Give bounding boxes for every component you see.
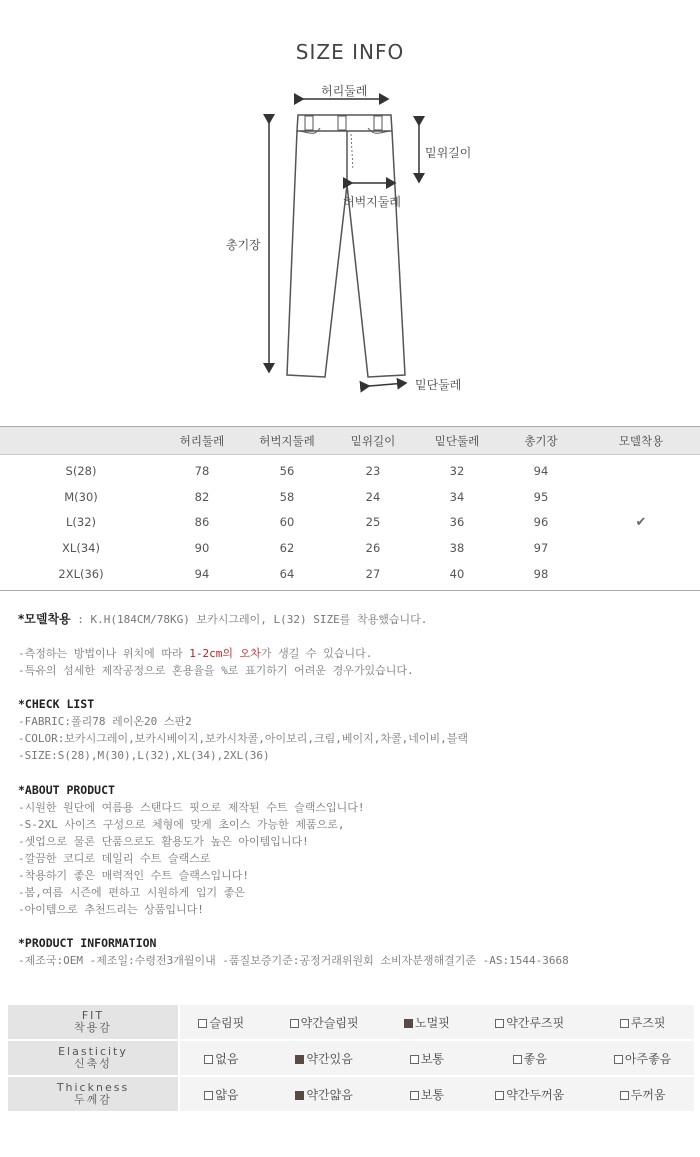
checkbox-icon [204,1091,213,1100]
header-model: 모델착용 [582,427,700,455]
rise-label: 밑위길이 [425,146,472,160]
model-section [18,611,427,628]
fit-option [468,1005,591,1041]
product-info-line: -제조국:OEM -제조일:수령전3개월이내 -품질보증기준:공정거래위원회 소비자분쟁해결기준 -AS:1544-3668 [18,954,569,967]
list-item: -착용하기 좋은 매력적인 수트 슬랙스입니다! [18,869,250,882]
fit-option [263,1005,386,1041]
elasticity-label-en: Elasticity [58,1045,128,1058]
about-product-heading: *ABOUT PRODUCT [18,783,115,797]
checkbox-checked-icon [295,1055,304,1064]
thickness-row [8,1077,694,1113]
table-row [0,561,700,590]
fit-option [180,1005,263,1041]
hem-cell: 32 [449,463,465,478]
option-label: 얇음 [215,1087,239,1102]
table-row [0,484,700,510]
rise-cell: 25 [365,515,381,530]
option-label: 약간두꺼움 [506,1087,565,1102]
waist-label: 허리둘레 [321,84,368,98]
notes-section [18,645,414,679]
option-label: 약간슬림핏 [300,1015,359,1030]
check-list-section [18,696,468,764]
thigh-cell: 60 [279,515,295,530]
fit-table [8,1005,694,1113]
checkbox-checked-icon [295,1091,304,1100]
size-table-header [0,427,700,455]
option-label: 아주좋음 [624,1051,672,1066]
rise-cell: 27 [332,561,414,590]
thickness-option [180,1077,263,1113]
option-label: 없음 [215,1051,239,1066]
checkbox-icon [198,1019,207,1028]
fit-label-en: FIT [81,1009,105,1022]
list-item: -COLOR:보카시그레이,보카시베이지,보카시차콜,아이보리,크림,베이지,차콜,네이비,블랙 [18,732,468,745]
thigh-label: 허벅지둘레 [343,195,401,209]
size-cell: S(28) [65,463,97,478]
size-cell: M(30) [64,489,98,504]
elasticity-option [468,1041,591,1077]
length-cell: 98 [500,561,582,590]
elasticity-option [386,1041,469,1077]
fit-row [8,1005,694,1041]
fit-option [591,1005,694,1041]
length-cell: 94 [533,463,549,478]
list-item: -FABRIC:폴리78 레이온20 스판2 [18,715,192,728]
header-hem: 밑단둘레 [414,427,500,455]
page-title: SIZE INFO [295,40,405,64]
size-cell: L(32) [65,515,96,530]
size-cell: XL(34) [62,541,100,556]
list-item: -봄,여름 시즌에 편하고 시원하게 입기 좋은 [18,886,245,899]
checkbox-icon [620,1019,629,1028]
list-item: -아이템으로 추천드리는 상품입니다! [18,903,204,916]
product-info-section [18,935,569,969]
check-list-heading: *CHECK LIST [18,697,95,711]
length-cell: 96 [533,515,549,530]
rise-cell: 26 [365,541,381,556]
waist-cell: 90 [194,541,210,556]
elasticity-row [8,1041,694,1077]
hem-cell: 38 [449,541,465,556]
table-row [0,455,700,484]
list-item: -S-2XL 사이즈 구성으로 체형에 맞게 초이스 가능한 제품으로, [18,818,345,831]
model-cell [582,535,700,561]
header-size [0,427,162,455]
model-cell [582,561,700,590]
pants-illustration [0,0,700,420]
list-item: -셋업으로 물론 단품으로도 활용도가 높은 아이템입니다! [18,835,309,848]
waist-cell: 78 [194,463,210,478]
option-label: 보통 [420,1051,445,1066]
option-label: 루즈핏 [630,1015,666,1030]
elasticity-option-selected [263,1041,386,1077]
header-waist: 허리둘레 [162,427,242,455]
pants-diagram [0,0,700,420]
thigh-cell: 62 [279,541,295,556]
length-cell: 95 [533,489,549,504]
note-line: -특유의 섬세한 제작공정으로 혼용율을 %로 표기하기 어려운 경우가있습니다. [18,664,414,677]
list-item: -SIZE:S(28),M(30),L(32),XL(34),2XL(36) [18,749,270,762]
hem-cell: 34 [449,489,465,504]
option-label: 약간루즈핏 [506,1015,565,1030]
thickness-option [468,1077,591,1113]
length-label: 총기장 [226,238,261,252]
note-line [18,645,414,662]
waist-cell: 86 [194,515,210,530]
header-length: 총기장 [500,427,582,455]
thickness-row-label [8,1077,180,1113]
size-cell: 2XL(36) [0,561,162,590]
checkbox-icon [513,1055,522,1064]
fit-option-selected [386,1005,469,1041]
note-text: 가 생길 수 있습니다. [260,647,373,660]
model-check-icon: ✔ [635,514,647,530]
rise-cell: 24 [365,489,381,504]
model-cell [582,455,700,484]
checkbox-icon [614,1055,623,1064]
option-label: 노멀핏 [415,1015,450,1030]
hem-cell: 36 [449,515,465,530]
fit-label-ko: 착용감 [74,1021,112,1034]
elasticity-option [180,1041,263,1077]
tolerance-highlight: 1-2cm의 오차 [189,647,261,660]
model-cell [582,484,700,510]
note-text: -측정하는 방법이나 위치에 따라 [18,647,190,660]
checkbox-checked-icon [404,1019,413,1028]
thickness-option [386,1077,469,1113]
checkbox-icon [410,1091,419,1100]
checkbox-icon [290,1019,299,1028]
model-text: : K.H(184CM/78KG) 보카시그레이, L(32) SIZE를 착용했습니다. [70,613,428,626]
hem-cell: 40 [414,561,500,590]
list-item: -시원한 원단에 여름용 스탠다드 핏으로 제작된 수트 슬랙스입니다! [18,801,365,814]
checkbox-icon [204,1055,213,1064]
header-thigh: 허벅지둘레 [242,427,332,455]
checkbox-icon [620,1091,629,1100]
waist-cell: 82 [194,489,210,504]
elasticity-option [591,1041,694,1077]
size-table [0,426,700,591]
about-product-section [18,782,365,918]
checkbox-icon [410,1055,419,1064]
thickness-option-selected [263,1077,386,1113]
waist-cell: 94 [162,561,242,590]
elasticity-row-label [8,1041,180,1077]
thickness-label-en: Thickness [56,1081,130,1094]
fit-row-label [8,1005,180,1041]
thickness-option [591,1077,694,1113]
model-heading: *모델착용 [18,612,71,626]
thigh-cell: 56 [279,463,295,478]
table-row [0,535,700,561]
elasticity-label-ko: 신축성 [74,1057,112,1070]
option-label: 좋음 [523,1051,547,1066]
checkbox-icon [495,1091,504,1100]
thickness-label-ko: 두께감 [74,1093,112,1106]
option-label: 슬림핏 [209,1015,245,1030]
thigh-cell: 64 [242,561,332,590]
length-cell: 97 [533,541,549,556]
option-label: 두꺼움 [630,1087,666,1102]
table-row [0,510,700,536]
product-info-heading: *PRODUCT INFORMATION [18,936,157,950]
option-label: 약간얇음 [306,1087,353,1102]
list-item: -깔끔한 코디로 데일리 수트 슬랙스로 [18,852,211,865]
header-rise: 밑위길이 [332,427,414,455]
option-label: 보통 [420,1087,445,1102]
hem-label: 밑단둘레 [415,378,462,392]
checkbox-icon [495,1019,504,1028]
rise-cell: 23 [365,463,381,478]
option-label: 약간있음 [306,1051,353,1066]
thigh-cell: 58 [279,489,295,504]
